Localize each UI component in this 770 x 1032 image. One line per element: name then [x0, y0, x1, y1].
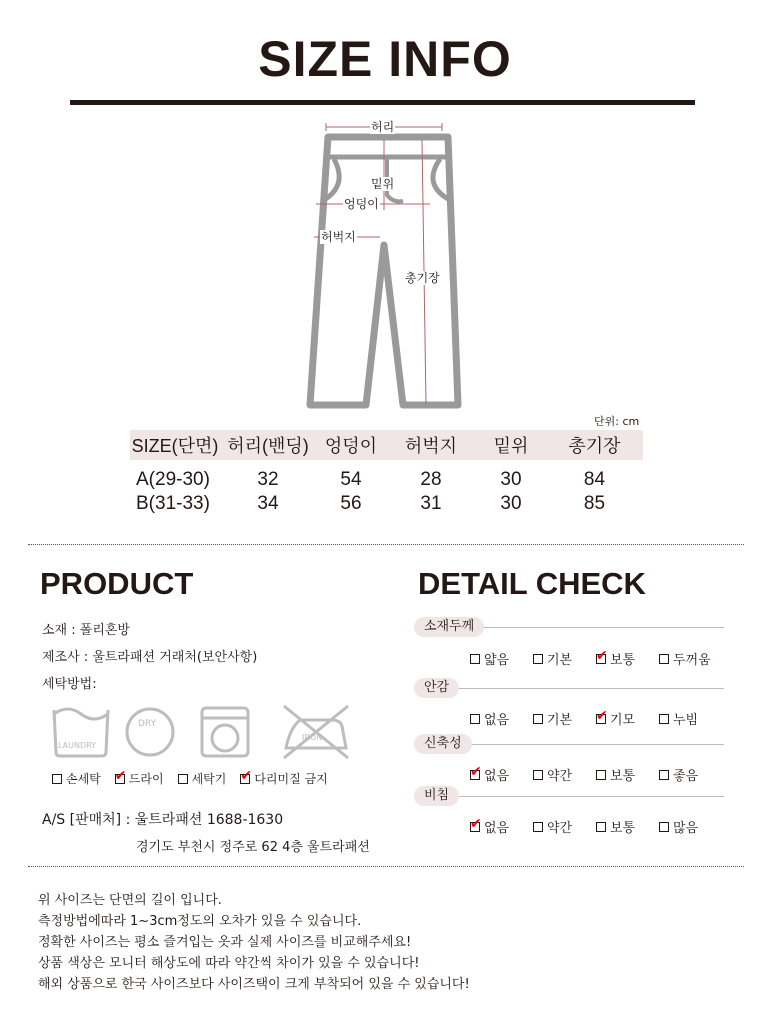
check-icon: ✔ — [470, 763, 482, 780]
option-label: 기모 — [610, 713, 636, 728]
option-label: 두꺼움 — [673, 653, 711, 668]
detail-divider — [414, 796, 724, 797]
option-label: 약간 — [547, 821, 573, 836]
detail-option[interactable] — [470, 765, 533, 784]
table-row — [130, 492, 643, 516]
note-line: 상품 색상은 모니터 해상도에 따라 약간씩 차이가 있을 수 있습니다! — [38, 956, 420, 971]
checkbox-empty[interactable] — [470, 654, 480, 664]
table-cell: 84 — [583, 469, 606, 490]
table-cell: 30 — [500, 469, 522, 490]
detail-options-lining — [470, 709, 722, 728]
care-option[interactable] — [114, 767, 164, 787]
size-table-header — [130, 430, 643, 460]
detail-label-lining: 안감 — [414, 678, 459, 698]
checkbox-checked[interactable] — [596, 647, 608, 664]
product-title: PRODUCT — [40, 566, 194, 601]
detail-options-thickness — [470, 649, 722, 668]
option-label: 기본 — [547, 653, 573, 668]
dry-clean-icon — [127, 709, 173, 755]
detail-option[interactable] — [659, 817, 722, 836]
note-line: 측정방법에따라 1~3cm정도의 오차가 있을 수 있습니다. — [38, 914, 362, 929]
checkbox-empty[interactable] — [659, 714, 669, 724]
detail-option[interactable] — [596, 709, 659, 728]
option-label: 없음 — [484, 821, 510, 836]
detail-option[interactable] — [596, 649, 659, 668]
detail-label-stretch: 신축성 — [414, 734, 472, 754]
as-line: A/S [판매처] : 울트라패션 1688-1630 — [42, 812, 284, 828]
notes — [38, 890, 470, 995]
header-cell: 엉덩이 — [324, 436, 378, 456]
detail-option[interactable] — [470, 709, 533, 728]
table-cell: 85 — [583, 493, 606, 514]
checkbox-empty[interactable] — [533, 822, 543, 832]
waist-label: 허리 — [371, 120, 395, 134]
checkbox-empty[interactable] — [533, 714, 543, 724]
washing-machine-icon — [202, 708, 248, 756]
checkbox-checked[interactable] — [470, 763, 482, 780]
care-option-label: 세탁기 — [191, 772, 227, 786]
option-label: 좋음 — [673, 769, 699, 784]
title-divider — [70, 100, 695, 105]
maker-text: 제조사 : 울트라패션 거래처(보안사항) — [42, 650, 258, 665]
detail-option[interactable] — [470, 817, 533, 836]
address-line: 경기도 부천시 정주로 62 4층 울트라패션 — [136, 840, 370, 855]
pants-outline — [290, 115, 480, 415]
detail-option[interactable] — [596, 817, 659, 836]
check-icon: ✔ — [240, 767, 253, 784]
table-cell: 28 — [420, 469, 442, 490]
option-label: 보통 — [610, 821, 636, 836]
care-option-label: 손세탁 — [66, 772, 101, 786]
checkbox-empty[interactable] — [659, 654, 669, 664]
option-label: 없음 — [484, 769, 510, 784]
no-iron-icon — [284, 706, 348, 758]
header-cell: 허벅지 — [404, 436, 458, 456]
length-label: 총기장 — [405, 271, 440, 285]
checkbox-checked[interactable] — [596, 707, 608, 724]
section-divider — [28, 866, 744, 867]
check-icon: ✔ — [596, 647, 608, 664]
table-cell: 31 — [420, 493, 442, 514]
option-label: 기본 — [547, 713, 573, 728]
detail-label-sheer: 비침 — [414, 786, 459, 806]
thigh-label: 허벅지 — [321, 230, 356, 244]
checkbox-empty[interactable] — [596, 822, 606, 832]
header-cell: 허리(밴딩) — [227, 436, 309, 456]
care-symbols — [50, 700, 360, 760]
detail-option[interactable] — [659, 765, 722, 784]
care-option[interactable] — [52, 770, 101, 787]
care-options — [52, 767, 342, 787]
svg-text:LAUNDRY: LAUNDRY — [58, 741, 97, 750]
option-label: 보통 — [610, 653, 636, 668]
option-label: 얇음 — [484, 653, 510, 668]
checkbox-checked[interactable] — [114, 767, 127, 784]
check-icon: ✔ — [114, 767, 127, 784]
care-option[interactable] — [178, 770, 227, 787]
svg-text:IRON: IRON — [302, 733, 323, 742]
care-option-label: 다리미질 금지 — [254, 772, 328, 786]
header-cell: 총기장 — [568, 436, 621, 456]
page-title: SIZE INFO — [258, 31, 512, 87]
note-line: 위 사이즈는 단면의 길이 입니다. — [38, 893, 222, 908]
detail-option[interactable] — [596, 765, 659, 784]
detail-option[interactable] — [533, 817, 596, 836]
detail-options-stretch — [470, 765, 722, 784]
detail-label-thickness: 소재두께 — [414, 617, 484, 637]
detail-options-sheer — [470, 817, 722, 836]
table-row — [130, 468, 643, 492]
svg-text:DRY: DRY — [138, 719, 157, 729]
checkbox-empty[interactable] — [659, 770, 669, 780]
detail-option[interactable] — [533, 765, 596, 784]
table-cell: 54 — [340, 469, 362, 490]
header-cell: SIZE(단면) — [131, 436, 219, 456]
checkbox-empty[interactable] — [533, 770, 543, 780]
option-label: 보통 — [610, 769, 636, 784]
rise-label: 밑위 — [371, 177, 395, 191]
wash-title: 세탁방법: — [42, 677, 97, 692]
checkbox-empty[interactable] — [596, 770, 606, 780]
option-label: 많음 — [673, 821, 699, 836]
option-label: 없음 — [484, 713, 510, 728]
laundry-icon — [54, 709, 108, 756]
checkbox-checked[interactable] — [470, 815, 482, 832]
check-icon: ✔ — [470, 815, 482, 832]
option-label: 약간 — [547, 769, 573, 784]
table-cell: 30 — [500, 493, 522, 514]
pants-diagram — [290, 115, 480, 415]
detail-option[interactable] — [659, 649, 722, 668]
unit-label: 단위: cm — [594, 415, 640, 428]
table-cell: B(31-33) — [136, 493, 210, 514]
checkbox-empty[interactable] — [470, 714, 480, 724]
detail-option[interactable] — [470, 649, 533, 668]
material-text: 소재 : 폴리혼방 — [42, 623, 130, 638]
checkbox-checked[interactable] — [240, 767, 253, 784]
checkbox-empty[interactable] — [178, 774, 188, 784]
care-icons — [50, 700, 360, 760]
header-cell: 밑위 — [493, 436, 529, 456]
size-table — [130, 430, 643, 516]
care-option[interactable] — [240, 767, 328, 787]
section-divider — [28, 544, 744, 545]
detail-option[interactable] — [659, 709, 722, 728]
table-cell: 34 — [257, 493, 279, 514]
checkbox-empty[interactable] — [659, 822, 669, 832]
checkbox-empty[interactable] — [52, 774, 62, 784]
hip-label: 엉덩이 — [344, 197, 379, 211]
table-cell: A(29-30) — [136, 469, 210, 490]
detail-divider — [414, 688, 724, 689]
detail-option[interactable] — [533, 649, 596, 668]
option-label: 누빔 — [673, 713, 699, 728]
detail-check-title: DETAIL CHECK — [418, 566, 646, 601]
table-cell: 32 — [257, 469, 279, 490]
table-cell: 56 — [340, 493, 362, 514]
note-line: 정확한 사이즈는 평소 즐겨입는 옷과 실제 사이즈를 비교해주세요! — [38, 935, 412, 950]
checkbox-empty[interactable] — [533, 654, 543, 664]
care-option-label: 드라이 — [128, 772, 164, 786]
note-line: 해외 상품으로 한국 사이즈보다 사이즈택이 크게 부착되어 있을 수 있습니다! — [38, 977, 470, 992]
check-icon: ✔ — [596, 707, 608, 724]
detail-option[interactable] — [533, 709, 596, 728]
